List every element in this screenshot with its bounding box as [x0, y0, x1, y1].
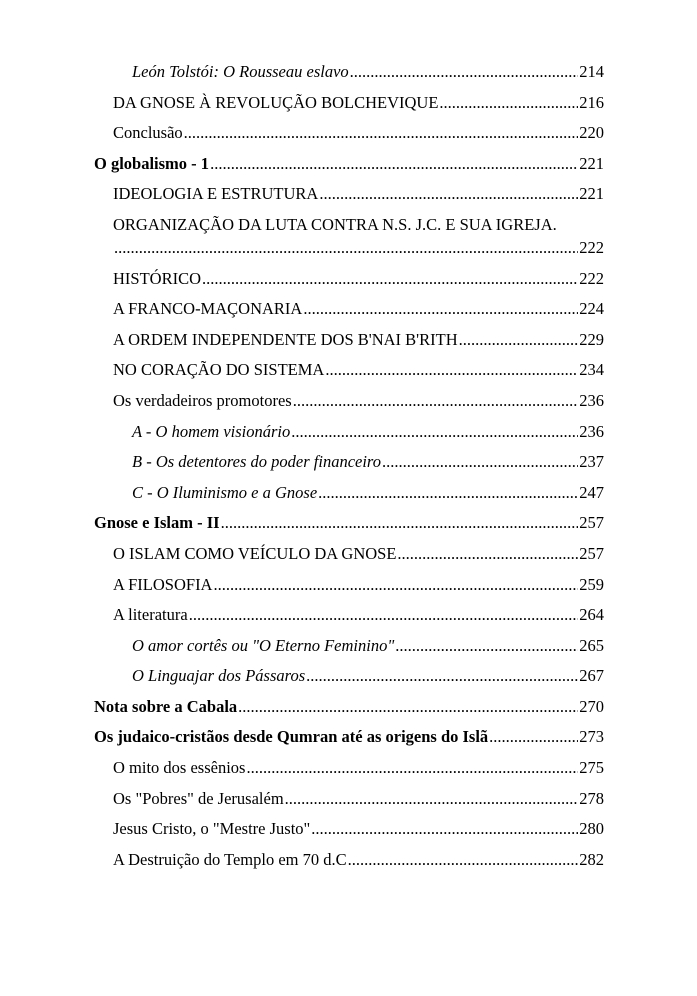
dot-leader	[213, 575, 578, 594]
toc-entry-page: 214	[579, 62, 604, 81]
toc-entry[interactable]	[94, 575, 604, 594]
dot-leader	[382, 452, 578, 471]
toc-entry-page: 280	[579, 819, 604, 839]
toc-entry[interactable]	[94, 62, 604, 81]
toc-entry-title: DA GNOSE À REVOLUÇÃO BOLCHEVIQUE	[113, 92, 439, 112]
toc-entry-title: A FRANCO-MAÇONARIA	[113, 299, 303, 319]
toc-entry[interactable]	[94, 727, 604, 746]
dot-leader	[303, 299, 578, 318]
dot-leader	[311, 819, 578, 838]
dot-leader	[202, 269, 578, 288]
toc-entry[interactable]	[94, 850, 604, 869]
toc-entry-title: C - O Iluminismo e a Gnose	[132, 482, 318, 502]
toc-entry-page: 267	[579, 666, 604, 686]
dot-leader	[397, 544, 578, 563]
dot-leader	[114, 238, 578, 257]
toc-entry[interactable]	[94, 636, 604, 655]
toc-entry-title: Jesus Cristo, o "Mestre Justo"	[113, 819, 311, 839]
toc-entry-page: 273	[579, 727, 604, 747]
toc-entry-title: O amor cortês ou "O Eterno Feminino"	[132, 635, 395, 655]
toc-entry-title: A Destruição do Templo em 70 d.C	[113, 849, 347, 869]
toc-entry-page: 257	[579, 543, 604, 563]
dot-leader	[348, 850, 579, 869]
toc-entry-title: Nota sobre a Cabala	[94, 696, 238, 716]
toc-entry[interactable]	[94, 184, 604, 203]
toc-entry[interactable]	[94, 697, 604, 716]
toc-entry-page: 247	[579, 482, 604, 502]
table-of-contents	[94, 62, 604, 880]
toc-entry[interactable]	[94, 452, 604, 471]
dot-leader	[184, 123, 579, 142]
dot-leader	[350, 62, 579, 81]
toc-entry[interactable]	[94, 299, 604, 318]
toc-entry[interactable]	[94, 544, 604, 563]
toc-entry-page: 224	[579, 299, 604, 319]
toc-entry-title: A - O homem visionário	[132, 421, 291, 441]
toc-entry[interactable]	[94, 422, 604, 441]
toc-entry-title: O Linguajar dos Pássaros	[132, 666, 306, 686]
toc-entry-title: O globalismo - 1	[94, 153, 210, 173]
toc-entry[interactable]	[94, 483, 604, 502]
toc-entry[interactable]	[94, 330, 604, 349]
toc-entry-title: A ORDEM INDEPENDENTE DOS B'NAI B'RITH	[113, 329, 458, 349]
toc-entry[interactable]	[94, 513, 604, 532]
dot-leader	[293, 391, 579, 410]
dot-leader	[238, 697, 578, 716]
toc-entry-title: Gnose e Islam - II	[94, 513, 220, 533]
toc-entry-page: 222	[579, 237, 604, 257]
toc-entry[interactable]	[94, 269, 604, 288]
dot-leader	[395, 636, 578, 655]
toc-entry[interactable]	[94, 391, 604, 410]
toc-entry-page: 237	[579, 452, 604, 472]
dot-leader	[285, 789, 579, 808]
toc-entry-title: Conclusão	[113, 123, 183, 143]
toc-entry-page: 216	[579, 92, 604, 112]
toc-entry-page: 236	[579, 421, 604, 441]
dot-leader	[459, 330, 579, 349]
toc-entry-page: 222	[579, 268, 604, 288]
toc-entry-title: O ISLAM COMO VEÍCULO DA GNOSE	[113, 543, 397, 563]
toc-entry-title: Os "Pobres" de Jerusalém	[113, 788, 284, 808]
toc-entry-title: O mito dos essênios	[113, 758, 246, 778]
toc-entry-title: B - Os detentores do poder financeiro	[132, 452, 381, 472]
toc-entry[interactable]	[94, 789, 604, 808]
toc-entry-title: A FILOSOFIA	[113, 574, 213, 594]
toc-entry[interactable]	[94, 154, 604, 173]
toc-entry-page: 259	[579, 574, 604, 594]
toc-entry-page: 282	[579, 849, 604, 869]
dot-leader	[489, 727, 578, 746]
toc-entry-title: A literatura	[113, 605, 188, 625]
toc-entry[interactable]	[94, 666, 604, 685]
dot-leader	[210, 154, 578, 173]
toc-entry-page: 265	[579, 635, 604, 655]
toc-entry[interactable]	[94, 93, 604, 112]
dot-leader	[318, 483, 578, 502]
toc-entry-page: 264	[579, 605, 604, 625]
toc-entry[interactable]	[94, 123, 604, 142]
toc-entry-page: 270	[579, 696, 604, 716]
toc-entry-title: León Tolstói: O Rousseau eslavo	[132, 62, 349, 81]
toc-entry[interactable]	[94, 819, 604, 838]
dot-leader	[291, 422, 578, 441]
toc-entry-page: 236	[579, 390, 604, 410]
toc-entry-title: ORGANIZAÇÃO DA LUTA CONTRA N.S. J.C. E SUA IGREJA.	[113, 214, 557, 234]
toc-entry-page: 278	[579, 788, 604, 808]
toc-entry-page: 257	[579, 513, 604, 533]
toc-entry[interactable]	[94, 215, 604, 257]
toc-entry-page: 229	[579, 329, 604, 349]
dot-leader	[221, 513, 579, 532]
toc-entry[interactable]	[94, 758, 604, 777]
toc-entry-title: NO CORAÇÃO DO SISTEMA	[113, 360, 325, 380]
dot-leader	[325, 360, 578, 379]
dot-leader	[246, 758, 578, 777]
toc-entry-page: 221	[579, 153, 604, 173]
toc-entry-page: 275	[579, 758, 604, 778]
dot-leader	[319, 184, 578, 203]
dot-leader	[306, 666, 578, 685]
toc-entry-title: Os judaico-cristãos desde Qumran até as origens do Islã	[94, 727, 489, 747]
dot-leader	[189, 605, 579, 624]
toc-entry-title: Os verdadeiros promotores	[113, 390, 292, 410]
toc-entry-title: HISTÓRICO	[113, 268, 202, 288]
toc-entry-page: 234	[579, 360, 604, 380]
toc-entry-page: 221	[579, 184, 604, 204]
dot-leader	[439, 93, 578, 112]
toc-entry-page: 220	[579, 123, 604, 143]
toc-entry-title: IDEOLOGIA E ESTRUTURA	[113, 184, 319, 204]
toc-entry[interactable]	[94, 360, 604, 379]
toc-entry[interactable]	[94, 605, 604, 624]
